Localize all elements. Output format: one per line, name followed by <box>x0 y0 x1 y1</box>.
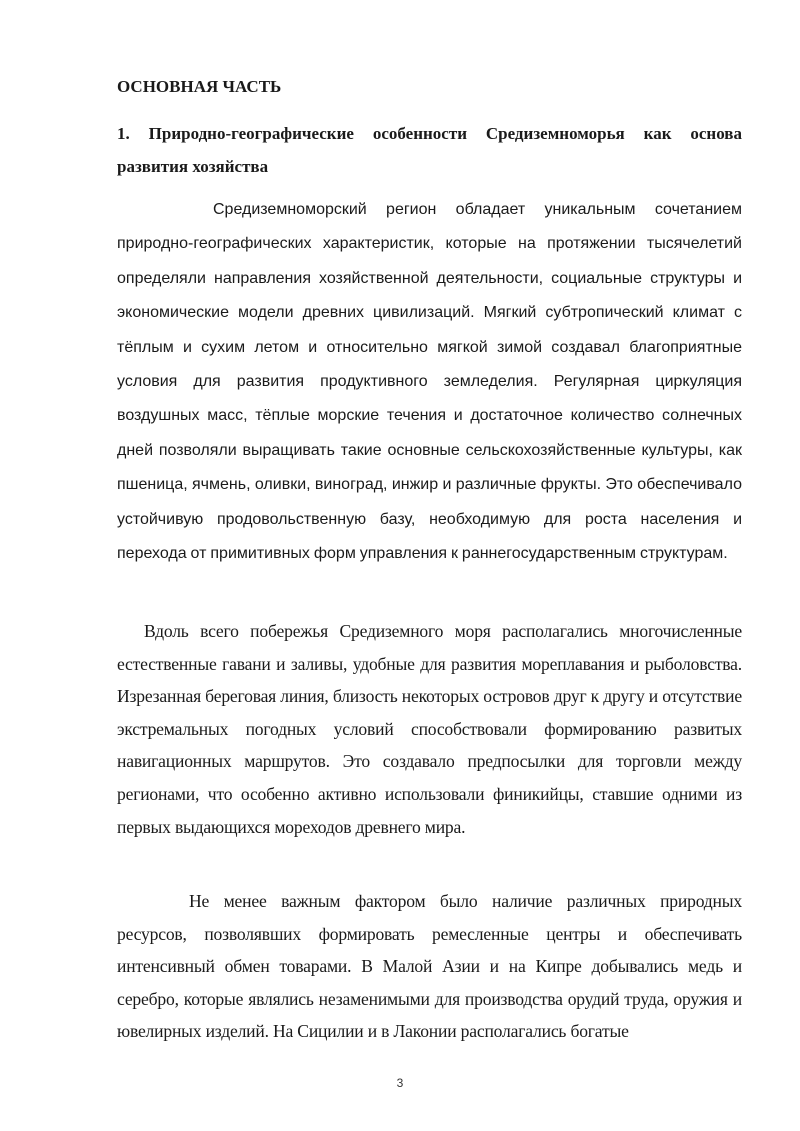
page-number: 3 <box>396 1076 404 1090</box>
paragraph-climate: Средиземноморский регион обладает уникальным сочетанием природно-географических характеристик, которые на протяжении тысячелетий определяли направления хозяйственной деятельности, социальные структуры и экономические модели древних цивилизаций. Мягкий субтропический климат с тёплым и сухим летом и относительно мягкой зимой создавал благоприятные условия для развития продуктивного земледелия. Регулярная циркуляция воздушных масс, тёплые морские течения и достаточное количество солнечных дней позволяли выращивать такие основные сельскохозяйственные культуры, как пшеница, ячмень, оливки, виноград, инжир и различные фрукты. Это обеспечивало устойчивую продовольственную базу, необходимую для роста населения и перехода от примитивных форм управления к раннегосударственным структурам. <box>117 201 742 563</box>
subsection-heading: 1. Природно-географические особенности Средиземноморья как основа развития хозяйства <box>117 124 742 176</box>
section-heading: ОСНОВНАЯ ЧАСТЬ <box>117 77 282 96</box>
paragraph-resources: Не менее важным фактором было наличие различных природных ресурсов, позволявших формировать ремесленные центры и обеспечивать интенсивный обмен товарами. В Малой Азии и на Кипре добывались медь и серебро, которые являлись незаменимыми для производства орудий труда, оружия и ювелирных изделий. На Сицилии и в Лаконии располагались богатые <box>117 891 742 1042</box>
paragraph-coastline: Вдоль всего побережья Средиземного моря располагались многочисленные естественные гавани и заливы, удобные для развития мореплавания и рыболовства. Изрезанная береговая линия, близость некоторых островов друг к другу и отсутствие экстремальных погодных условий способствовали формированию развитых навигационных маршрутов. Это создавало предпосылки для торговли между регионами, что особенно активно использовали финикийцы, ставшие одними из первых выдающихся мореходов древнего мира. <box>117 621 742 837</box>
